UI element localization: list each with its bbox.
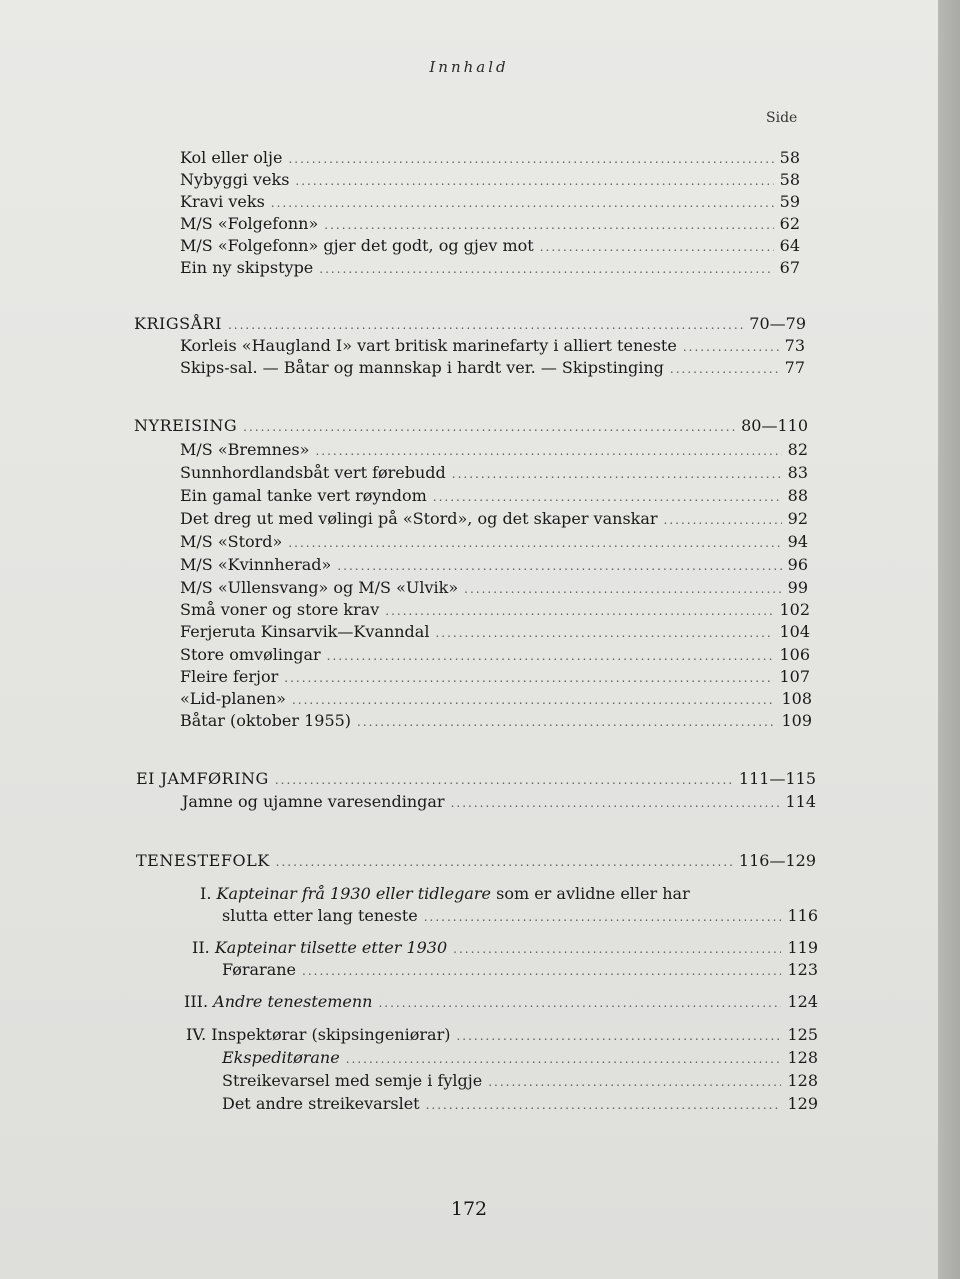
book-spine-edge [938, 0, 960, 1279]
toc-entry-page: 67 [779, 258, 800, 277]
dot-leader [327, 649, 774, 663]
toc-entry-page: 123 [787, 960, 818, 979]
toc-entry [180, 463, 808, 482]
roman-numeral: I. [200, 884, 212, 903]
toc-entry [180, 600, 810, 619]
toc-entry-page: 58 [779, 148, 800, 167]
dot-leader [451, 796, 780, 810]
toc-entry-page: 92 [787, 509, 808, 528]
toc-entry [180, 170, 800, 189]
toc-entry-page: 96 [787, 555, 808, 574]
toc-entry-label: Det dreg ut med vølingi på «Stord», og det skaper vanskar [180, 509, 658, 528]
toc-entry-page: 104 [779, 622, 810, 641]
dot-leader [540, 240, 774, 254]
toc-entry [180, 532, 808, 551]
subsection-heading [192, 938, 447, 957]
toc-entry-page: 88 [787, 486, 808, 505]
toc-entry-page: 99 [787, 578, 808, 597]
toc-entry-page: 82 [787, 440, 808, 459]
dot-leader [295, 174, 773, 188]
toc-entry-label: Skips-sal. — Båtar og mannskap i hardt ver. — Skipstinging [180, 358, 664, 377]
toc-entry-label: Ein gamal tanke vert røyndom [180, 486, 427, 505]
toc-entry-label: Små voner og store krav [180, 600, 380, 619]
dot-leader [683, 340, 779, 354]
toc-entry-page: 106 [779, 645, 810, 664]
toc-entry-label: Nybyggi veks [180, 170, 290, 189]
toc-entry-label: M/S «Ullensvang» og M/S «Ulvik» [180, 578, 459, 597]
dot-leader [302, 964, 781, 978]
toc-entry-page: 107 [779, 667, 810, 686]
dot-leader [319, 262, 773, 276]
toc-entry-label: M/S «Folgefonn» gjer det godt, og gjev mot [180, 236, 534, 255]
dot-leader [288, 152, 773, 166]
toc-entry [182, 792, 816, 811]
toc-entry-label: Ein ny skipstype [180, 258, 314, 277]
toc-entry-page: 64 [779, 236, 800, 255]
toc-entry-page: 128 [787, 1071, 818, 1090]
dot-leader [288, 536, 781, 550]
toc-entry [222, 1048, 818, 1067]
section-title: EI JAMFØRING [136, 769, 269, 788]
dot-leader [324, 218, 773, 232]
toc-entry-label: Det andre streikevarslet [222, 1094, 420, 1113]
toc-entry-label: M/S «Bremnes» [180, 440, 310, 459]
dot-leader [453, 942, 781, 956]
toc-entry-page: 119 [787, 938, 818, 957]
toc-entry-page: 116 [787, 906, 818, 925]
toc-entry [180, 622, 810, 641]
toc-section-nyreising [134, 416, 808, 435]
toc-entry-page: 102 [779, 600, 810, 619]
roman-numeral: IV. [186, 1025, 207, 1044]
dot-leader [378, 996, 781, 1010]
toc-entry [222, 960, 818, 979]
toc-entry [180, 258, 800, 277]
toc-section-jamforing [136, 769, 816, 788]
dot-leader [385, 604, 773, 618]
dot-leader [337, 559, 781, 573]
toc-entry [222, 1094, 818, 1113]
toc-entry [180, 358, 805, 377]
toc-entry [180, 711, 812, 730]
toc-entry [222, 1071, 818, 1090]
subsection-title: Andre tenestemenn [213, 992, 373, 1011]
toc-entry-label: «Lid-planen» [180, 689, 286, 708]
dot-leader [243, 420, 735, 434]
dot-leader [670, 362, 779, 376]
toc-entry [180, 440, 808, 459]
subsection-title: Inspektørar (skipsingeniørar) [211, 1025, 451, 1044]
dot-leader [284, 671, 773, 685]
toc-entry-page: 94 [787, 532, 808, 551]
toc-entry-page: 109 [781, 711, 812, 730]
subsection-title: Kapteinar frå 1930 eller tidlegare [216, 884, 492, 903]
toc-entry-label: Streikevarsel med semje i fylgje [222, 1071, 483, 1090]
dot-leader [464, 582, 782, 596]
toc-entry-label: Store omvølingar [180, 645, 321, 664]
toc-entry-page: 77 [784, 358, 805, 377]
toc-entry-label: M/S «Stord» [180, 532, 283, 551]
toc-entry-page: 125 [787, 1025, 818, 1044]
dot-leader [488, 1075, 781, 1089]
toc-entry-label: M/S «Folgefonn» [180, 214, 319, 233]
section-page-range: 80—110 [741, 416, 808, 435]
toc-entry [222, 906, 818, 925]
section-title: NYREISING [134, 416, 238, 435]
toc-entry [180, 336, 805, 355]
toc-entry-label: slutta etter lang teneste [222, 906, 418, 925]
toc-entry [180, 192, 800, 211]
dot-leader [275, 773, 733, 787]
toc-entry-page: 128 [787, 1048, 818, 1067]
section-title: TENESTEFOLK [136, 851, 270, 870]
toc-entry-label: Fleire ferjor [180, 667, 279, 686]
toc-entry-page: 108 [781, 689, 812, 708]
toc-entry-label: Ekspeditørane [222, 1048, 340, 1067]
subsection-title: Kapteinar tilsette etter 1930 [214, 938, 448, 957]
toc-section-krigsari [134, 314, 806, 333]
toc-entry-page: 59 [779, 192, 800, 211]
toc-entry [180, 578, 808, 597]
toc-entry-label: Sunnhordlandsbåt vert førebudd [180, 463, 446, 482]
toc-entry [180, 645, 810, 664]
toc-entry-page: 73 [784, 336, 805, 355]
subsection-i-line1 [200, 884, 690, 903]
toc-section-tenestefolk [136, 851, 816, 870]
toc-entry-page: 129 [787, 1094, 818, 1113]
toc-entry-label: Båtar (oktober 1955) [180, 711, 352, 730]
dot-leader [276, 855, 733, 869]
toc-entry-page: 62 [779, 214, 800, 233]
toc-entry-label: Kravi veks [180, 192, 265, 211]
dot-leader [435, 626, 773, 640]
toc-entry [180, 689, 812, 708]
subsection-iii [184, 992, 818, 1011]
toc-entry-label: Førarane [222, 960, 297, 979]
toc-entry [180, 555, 808, 574]
toc-entry [180, 667, 810, 686]
side-column-label: Side [766, 110, 798, 126]
dot-leader [456, 1029, 781, 1043]
dot-leader [346, 1052, 782, 1066]
roman-numeral: III. [184, 992, 209, 1011]
subsection-title-rest: som er avlidne eller har [491, 884, 690, 903]
dot-leader [452, 467, 782, 481]
subsection-heading [186, 1025, 450, 1044]
dot-leader [228, 318, 743, 332]
dot-leader [271, 196, 774, 210]
toc-entry-page: 58 [779, 170, 800, 189]
dot-leader [357, 715, 775, 729]
section-page-range: 70—79 [749, 314, 806, 333]
subsection-ii [192, 938, 818, 957]
toc-entry-page: 124 [787, 992, 818, 1011]
toc-entry [180, 214, 800, 233]
section-title: KRIGSÅRI [134, 314, 222, 333]
toc-entry-label: Kol eller olje [180, 148, 283, 167]
toc-entry-page: 114 [785, 792, 816, 811]
section-page-range: 111—115 [738, 769, 816, 788]
subsection-iv [186, 1025, 818, 1044]
toc-entry [180, 486, 808, 505]
dot-leader [292, 693, 776, 707]
roman-numeral: II. [192, 938, 210, 957]
section-page-range: 116—129 [738, 851, 816, 870]
page-number: 172 [450, 1198, 488, 1220]
toc-entry [180, 509, 808, 528]
dot-leader [664, 513, 782, 527]
toc-entry-label: Ferjeruta Kinsarvik—Kvanndal [180, 622, 430, 641]
running-header: Innhald [429, 58, 509, 76]
dot-leader [424, 910, 782, 924]
toc-entry [180, 236, 800, 255]
dot-leader [433, 490, 782, 504]
dot-leader [426, 1098, 782, 1112]
toc-entry-label: Jamne og ujamne varesendingar [182, 792, 445, 811]
dot-leader [315, 444, 781, 458]
toc-entry-page: 83 [787, 463, 808, 482]
subsection-heading [184, 992, 372, 1011]
toc-entry-label: Korleis «Haugland I» vart britisk marinefarty i alliert teneste [180, 336, 677, 355]
toc-entry-label: M/S «Kvinnherad» [180, 555, 332, 574]
toc-entry [180, 148, 800, 167]
